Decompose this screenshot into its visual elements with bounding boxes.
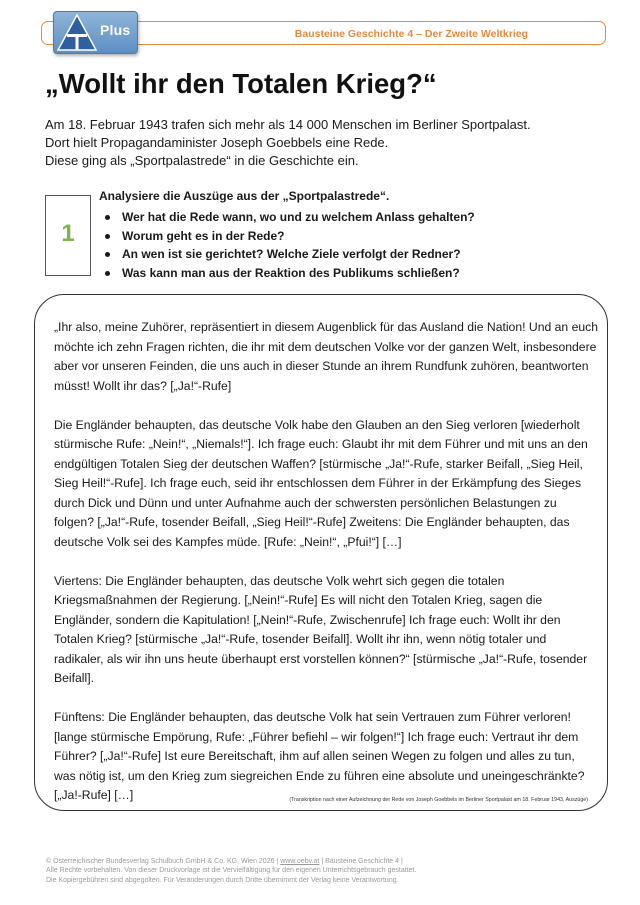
triangle-logo-icon — [57, 14, 97, 51]
task-question: Worum geht es in der Rede? — [104, 227, 475, 246]
footer-copyright: © Österreichischer Bundesverlag Schulbuch GmbH & Co. KG, Wien 2026 | — [46, 858, 279, 865]
task-number: 1 — [61, 220, 75, 247]
task-questions — [104, 208, 475, 282]
task-number-box — [45, 195, 91, 276]
task-title: Analysiere die Auszüge aus der „Sportpalastrede“. — [99, 189, 390, 203]
logo-text: Plus — [100, 22, 131, 38]
footer-line-2: Alle Rechte vorbehalten. Von dieser Druckvorlage ist die Vervielfältigung für den eigenen Unterrichtsgebrauch gestattet. — [46, 867, 417, 875]
publisher-link[interactable]: www.oebv.at — [280, 858, 320, 865]
task-question: Was kann man aus der Reaktion des Publikums schließen? — [104, 264, 475, 283]
speech-paragraph: „Ihr also, meine Zuhörer, repräsentiert in diesem Augenblick für das Ausland die Nation! Und an euch möchte ich zehn Fragen richten, die ihr mit dem deutschen Volke vor der ganzen Welt, insbesondere aber vor unseren Feinden, die uns auch in dieser Stunde an ihrem Rundfunk zuhören, beantworten müsst! Wollt ihr das? [„Ja!“-Rufe] — [54, 320, 599, 393]
intro-line: Diese ging als „Sportpalastrede“ in die Geschichte ein. — [45, 153, 359, 168]
intro-line: Am 18. Februar 1943 trafen sich mehr als 14 000 Menschen im Berliner Sportpalast. — [45, 117, 531, 132]
speech-paragraph: Fünftens: Die Engländer behaupten, das deutsche Volk hat sein Vertrauen zum Führer verloren! [lange stürmische Empörung, Rufe: „Führer befiehl – wir folgen!“] Ich frage euch: Vertraut ihr dem Führer? [„Ja!“-Rufe] Ist eure Bereitschaft, ihm auf allen seinen Wegen zu folgen und alles zu tun, was nötig ist, um den Krieg zum siegreichen Ende zu führen eine absolute und uneingeschränkte? [„Ja!-Rufe] […] — [54, 710, 585, 802]
page-title: „Wollt ihr den Totalen Krieg?“ — [45, 68, 437, 99]
task-question: Wer hat die Rede wann, wo und zu welchem Anlass gehalten? — [104, 208, 475, 227]
speech-paragraph: Die Engländer behaupten, das deutsche Volk habe den Glauben an den Sieg verloren [wiederholt stürmische Rufe: „Nein!“, „Niemals!“]. Ich frage euch: Glaubt ihr mit dem Führer und mit uns an den endgültigen Totalen Sieg der deutschen Waffen? [stürmische „Ja!“-Rufe, starker Beifall, „Sieg Heil, Sieg Heil!“-Rufe]. Ich frage euch, seid ihr entschlossen dem Führer in der Erkämpfung des Sieges durch Dick und Dünn und unter Aufnahme auch der schwersten persönlichen Belastungen zu folgen? [„Ja!“-Rufe, tosender Beifall, „Sieg Heil!“-Rufe] Zweitens: Die Engländer behaupten, das deutsche Volk sei des Kampfes müde. [Rufe: „Nein!“, „Pfui!“] […] — [54, 417, 588, 549]
intro-text — [45, 116, 605, 170]
speech-paragraph: Viertens: Die Engländer behaupten, das deutsche Volk wehrt sich gegen die totalen Kriegsmaßnahmen der Regierung. [„Nein!“-Rufe] Es will nicht den Totalen Krieg, sagen die Engländer, sondern die Kapitulation! [„Nein!“-Rufe, Zwischenrufe] Ich frage euch: Wollt ihr den Totalen Krieg? [stürmische „Ja!“-Rufe, tosender Beifall]. Wollt ihr ihn, wenn nötig totaler und radikaler, als wir ihn uns heute überhaupt erst vorstellen können?“ [stürmische „Ja!“-Rufe, tosender Beifall]. — [54, 573, 588, 685]
footer — [46, 857, 416, 885]
source-note: (Transkription nach einer Aufzeichnung der Rede von Joseph Goebbels im Berliner Sportpalast am 18. Februar 1943, Auszüge) — [289, 797, 588, 803]
plus-logo — [53, 11, 138, 54]
footer-line-3: Die Kopiergebühren sind abgegolten. Für Veränderungen durch Dritte übernimmt der Verlag keine Verantwortung. — [46, 876, 399, 884]
series-title: Bausteine Geschichte 4 – Der Zweite Weltkrieg — [294, 28, 528, 40]
footer-series: | Bausteine Geschichte 4 | — [321, 858, 403, 865]
footer-line-1 — [46, 857, 416, 866]
task-question: An wen ist sie gerichtet? Welche Ziele verfolgt der Redner? — [104, 245, 475, 264]
speech-text — [54, 318, 599, 806]
intro-line: Dort hielt Propagandaminister Joseph Goebbels eine Rede. — [45, 135, 389, 150]
